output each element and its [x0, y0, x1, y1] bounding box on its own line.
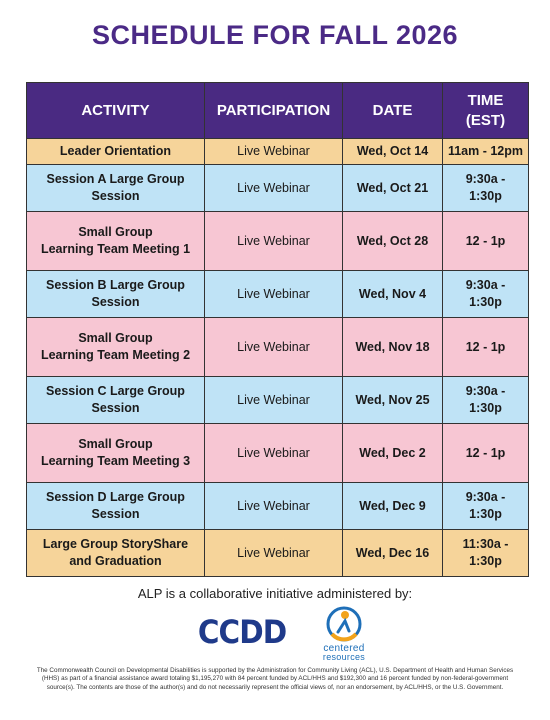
activity-line: Session B Large Group	[46, 278, 185, 292]
table-row	[27, 483, 529, 530]
ccdd-logo	[190, 612, 295, 652]
activity-line: Session C Large Group	[46, 384, 185, 398]
activity-line: Large Group StoryShare	[42, 537, 189, 551]
participation-cell: Live Webinar	[205, 483, 343, 530]
date-cell: Wed, Dec 16	[343, 530, 443, 577]
activity-cell	[27, 271, 205, 318]
time-line: 11:30a -	[462, 537, 509, 551]
time-line: 1:30p	[469, 189, 502, 203]
page-title: SCHEDULE FOR FALL 2026	[91, 20, 459, 50]
date-cell: Wed, Nov 18	[343, 318, 443, 377]
time-cell	[443, 139, 529, 165]
participation-cell: Live Webinar	[205, 318, 343, 377]
activity-line: and Graduation	[69, 554, 162, 568]
time-line: 9:30a -	[465, 278, 506, 292]
resources-logo-word: resources	[322, 652, 366, 662]
time-line: 1:30p	[469, 507, 502, 521]
date-cell: Wed, Nov 4	[343, 271, 443, 318]
time-cell	[443, 530, 529, 577]
table-row	[27, 165, 529, 212]
activity-line: Learning Team Meeting 1	[40, 242, 191, 256]
table-row	[27, 212, 529, 271]
time-line: 1:30p	[469, 295, 502, 309]
time-cell	[443, 318, 529, 377]
activity-cell	[27, 483, 205, 530]
time-line: 1:30p	[469, 401, 502, 415]
activity-cell	[27, 424, 205, 483]
date-cell: Wed, Oct 28	[343, 212, 443, 271]
administered-by-text: ALP is a collaborative initiative administered by:	[137, 586, 413, 601]
activity-cell	[27, 212, 205, 271]
funding-disclaimer: The Commonwealth Council on Developmental Disabilities is supported by the Administration for Community Living (ACL), U.S. Department of Health and Human Services (HHS) as part of a financial assistance award totaling $1,195,270 with 84 percent funded by ACL/HHS and $192,300 and 16 percent funded by non-federal-government source(s). The contents are those of the author(s) and do not necessarily represent the official views of, nor an endorsement, by ACL/HHS, or the U.S. Government.	[36, 667, 514, 691]
participation-cell: Live Webinar	[205, 165, 343, 212]
date-cell: Wed, Dec 2	[343, 424, 443, 483]
activity-line: Session	[91, 189, 140, 203]
activity-line: Session D Large Group	[46, 490, 185, 504]
time-line: 9:30a -	[465, 490, 506, 504]
participation-cell: Live Webinar	[205, 377, 343, 424]
activity-cell	[27, 530, 205, 577]
activity-line: Session	[91, 507, 140, 521]
person-circle-icon	[304, 604, 384, 644]
table-row	[27, 530, 529, 577]
header-activity: ACTIVITY	[27, 83, 205, 139]
activity-cell	[27, 377, 205, 424]
activity-line: Learning Team Meeting 2	[40, 348, 191, 362]
activity-cell	[27, 165, 205, 212]
activity-line: Small Group	[78, 437, 153, 451]
time-cell	[443, 165, 529, 212]
centered-logo-word: centered	[323, 643, 365, 654]
activity-line: Session	[91, 295, 140, 309]
time-cell	[443, 424, 529, 483]
schedule-table	[26, 82, 529, 577]
time-line: 12 - 1p	[465, 445, 506, 460]
activity-line: Learning Team Meeting 3	[40, 454, 191, 468]
activity-line: Small Group	[78, 225, 153, 239]
time-cell	[443, 377, 529, 424]
time-cell	[443, 271, 529, 318]
date-cell: Wed, Dec 9	[343, 483, 443, 530]
participation-cell: Live Webinar	[205, 271, 343, 318]
date-cell: Wed, Oct 14	[343, 139, 443, 165]
header-date: DATE	[343, 83, 443, 139]
table-row	[27, 139, 529, 165]
time-line: 12 - 1p	[465, 339, 506, 354]
participation-cell: Live Webinar	[205, 424, 343, 483]
table-row	[27, 271, 529, 318]
activity-line: Session A Large Group	[46, 172, 185, 186]
time-line: 9:30a -	[465, 384, 506, 398]
header-time-line2: (EST)	[465, 111, 506, 129]
participation-cell: Live Webinar	[205, 139, 343, 165]
activity-line: Small Group	[78, 331, 153, 345]
table-header-row	[27, 83, 529, 139]
time-line: 1:30p	[469, 554, 502, 568]
time-line: 11am - 12pm	[447, 144, 524, 158]
table-row	[27, 318, 529, 377]
participation-cell: Live Webinar	[205, 530, 343, 577]
activity-line: Leader Orientation	[59, 144, 172, 158]
date-cell: Wed, Oct 21	[343, 165, 443, 212]
header-participation: PARTICIPATION	[205, 83, 343, 139]
centered-resources-logo	[304, 604, 384, 662]
header-time-line1: TIME	[467, 91, 504, 109]
ccdd-logo-text: CCDD	[198, 613, 287, 651]
time-cell	[443, 483, 529, 530]
table-row	[27, 377, 529, 424]
activity-cell	[27, 318, 205, 377]
activity-line: Session	[91, 401, 140, 415]
participation-cell: Live Webinar	[205, 212, 343, 271]
time-line: 9:30a -	[465, 172, 506, 186]
table-row	[27, 424, 529, 483]
date-cell: Wed, Nov 25	[343, 377, 443, 424]
time-cell	[443, 212, 529, 271]
header-time	[443, 83, 529, 139]
activity-cell	[27, 139, 205, 165]
time-line: 12 - 1p	[465, 233, 506, 248]
